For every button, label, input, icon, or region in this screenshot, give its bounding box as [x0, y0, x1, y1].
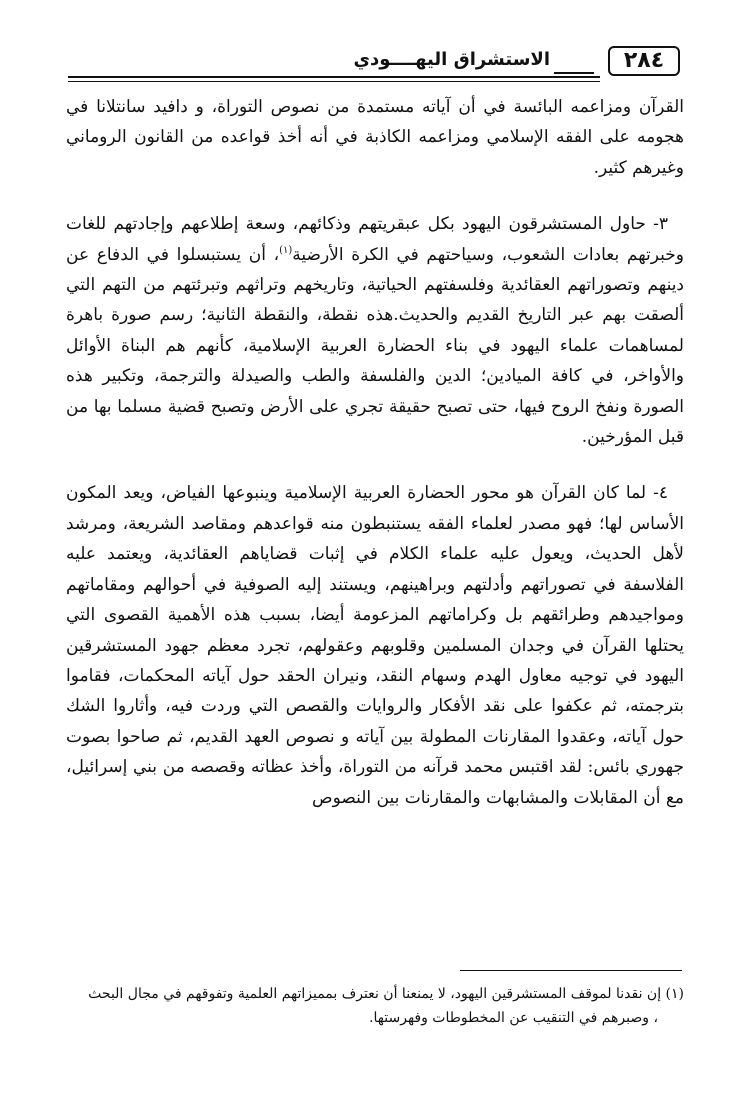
- text-line: هجومه على الفقه الإسلامي ومزاعمه الكاذبة في أنه أخذ قواعده من القانون الروماني: [66, 127, 684, 148]
- text-line: صورة باهرة لمساهمات علماء اليهود في بناء الحضارة العربية الإسلامية، كأنهم هم البناة: [66, 305, 684, 356]
- header-rule-thin: [68, 81, 600, 82]
- text-line: المكون الأساس لها؛ فهو مصدر لعلماء الفقه يستنبطون منه قواعدهم ومقاصد الشريعة،: [66, 483, 684, 534]
- text-line: القصوى التي يحتلها القرآن في وجدان المسلمين وقلوبهم وعقولهم، تجرد معظم جهود: [66, 605, 684, 656]
- footnote-rule: [460, 970, 682, 971]
- text-line: ٣- حاول المستشرقون اليهود بكل عبقريتهم وذكائهم، وسعة إطلاعهم وإجادتهم: [113, 214, 669, 235]
- page-header: [68, 44, 680, 84]
- footnote-marker[interactable]: (١): [279, 244, 293, 256]
- text-line: عظاته وقصصه من بني إسرائيل، مع أن المقابلات والمشابهات والمقارنات بين النصوص: [66, 757, 684, 808]
- text-line: مسلما بها من قبل المؤرخين.: [66, 396, 684, 448]
- footnote-line: ، وصبرهم في التنقيب عن المخطوطات وفهرستها.: [369, 1010, 658, 1026]
- footnote-line: (١) إن نقدنا لموقف المستشرقين اليهود، لا يمنعنا أن نعترف بمميزاتهم العلمية وتفوقهم في مجال البحث: [88, 986, 684, 1002]
- text-line: المحكمات، فقاموا بترجمته، ثم عكفوا على نقد الأفكار والروايات والقصص التي وردت: [66, 665, 685, 717]
- paragraph-3: [66, 209, 684, 452]
- text-line: القرآن ومزاعمه البائسة في أن آياته مستمدة من نصوص التوراة، و دافيد سانتلانا في: [66, 97, 684, 117]
- header-dash: [554, 72, 594, 74]
- text-line: الدفاع عن دينهم وتصوراتهم العقائدية وفلسفتهم الحياتية، وتاريخهم وتراثهم وتبرئتهم: [66, 244, 684, 296]
- text-line: هذه الصورة ونفخ الروح فيها، حتى تصبح حقيقة تجري على الأرض وتصبح قضية: [66, 366, 684, 417]
- text-line: الأوائل والأواخر، في كافة الميادين؛ الدين والفلسفة والطب والصيدلة والترجمة، وتكبير: [66, 335, 685, 387]
- footnote: [66, 982, 684, 1030]
- paragraph: [66, 92, 684, 183]
- text-line: القديم، ثم صاحوا بصوت جهوري بائس: لقد اقتبس محمد قرآنه من التوراة، وأخذ: [66, 726, 684, 778]
- text-line: ومرشد لأهل الحديث، ويعول عليه علماء الكلام في إثبات قضاياهم العقائدية، ويعتمد: [66, 513, 684, 565]
- header-rule: [68, 76, 600, 78]
- main-text: [66, 92, 684, 813]
- text-line: ٤- لما كان القرآن هو محور الحضارة العربية الإسلامية وينبوعها الفياض، ويعد: [123, 483, 668, 504]
- text-line: وغيرهم كثير.: [593, 157, 684, 178]
- text-line: ، أن يستبسلوا في: [146, 244, 280, 265]
- page-number: ٢٨٤: [608, 46, 680, 76]
- paragraph-4: [66, 478, 684, 812]
- text-line: فيه، وأثاروا الشك حول آياته، وعقدوا المقارنات المطولة بين آياته و نصوص العهد: [66, 696, 685, 747]
- text-line: ومقاماتهم ومواجيدهم وطرائقهم بل وكراماتهم المزعومة أيضا، بسبب هذه الأهمية: [66, 574, 684, 626]
- text-line: المستشرقين اليهود في توجيه معاول الهدم وسهام النقد، ونيران الحقد حول آياته: [66, 635, 685, 686]
- text-line: من التهم التي ألصقت بهم عبر التاريخ القديم والحديث.هذه نقطة، والنقطة الثانية؛ رسم: [66, 275, 684, 326]
- running-title: الاستشراق اليهــــودي: [353, 49, 550, 70]
- text-line: للغات وخبرتهم بعادات الشعوب، وسياحتهم في الكرة الأرضية: [66, 214, 684, 265]
- text-line: عليه الفلاسفة في تصوراتهم وأدلتهم وبراهينهم، ويستند إليه الصوفية في أحوالهم: [66, 544, 684, 595]
